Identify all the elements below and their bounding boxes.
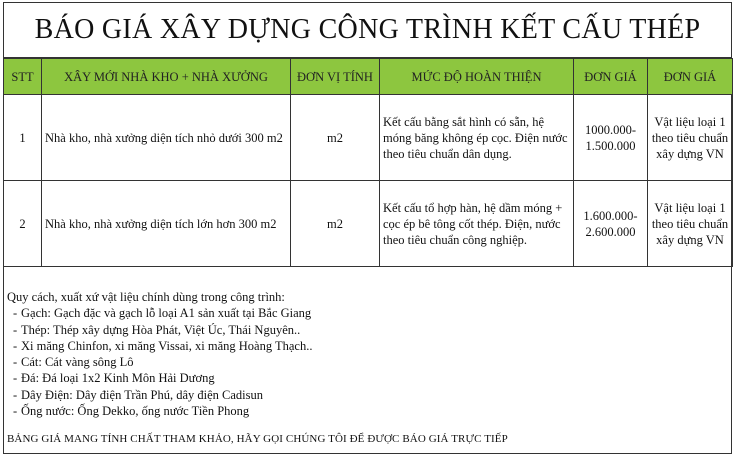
row-unit: m2 <box>291 95 380 181</box>
price-sheet <box>3 2 732 454</box>
list-item <box>7 387 731 403</box>
header-stt: STT <box>4 59 42 95</box>
row-finish: Kết cấu tổ hợp hàn, hệ dầm móng + cọc ép bê tông cốt thép. Điện, nước theo tiêu chuẩn công nghiệp. <box>380 181 574 267</box>
dash-marker: - <box>13 371 18 386</box>
list-item <box>7 370 731 386</box>
materials-intro: Quy cách, xuất xứ vật liệu chính dùng trong công trình: <box>7 290 285 304</box>
list-item <box>7 338 731 354</box>
list-item <box>7 354 731 370</box>
material-text: Thép: Thép xây dựng Hòa Phát, Việt Úc, Thái Nguyên.. <box>21 322 301 337</box>
dash-marker: - <box>13 355 18 370</box>
header-price-note: ĐƠN GIÁ <box>648 59 733 95</box>
row-name: Nhà kho, nhà xưởng diện tích nhỏ dưới 300 m2 <box>42 95 291 181</box>
list-item <box>7 403 731 419</box>
table-header-row <box>4 59 733 95</box>
page-title: BÁO GIÁ XÂY DỰNG CÔNG TRÌNH KẾT CẤU THÉP <box>4 3 731 58</box>
header-unit: ĐƠN VỊ TÍNH <box>291 59 380 95</box>
material-text: Xi măng Chinfon, xi măng Vissai, xi măng Hoàng Thạch.. <box>21 338 313 353</box>
row-unit: m2 <box>291 181 380 267</box>
dash-marker: - <box>13 338 18 353</box>
row-price: 1.600.000-2.600.000 <box>574 181 648 267</box>
header-finish: MỨC ĐỘ HOÀN THIỆN <box>380 59 574 95</box>
row-finish: Kết cấu bằng sắt hình có sẵn, hệ móng băng không ép cọc. Điện nước theo tiêu chuẩn dân dụng. <box>380 95 574 181</box>
price-table <box>3 58 733 267</box>
price-table-wrap <box>3 58 731 267</box>
footer-disclaimer: BẢNG GIÁ MANG TÍNH CHẤT THAM KHẢO, HÃY GỌI CHÚNG TÔI ĐỂ ĐƯỢC BÁO GIÁ TRỰC TIẾP <box>7 433 508 446</box>
list-item <box>7 322 731 338</box>
row-price: 1000.000-1.500.000 <box>574 95 648 181</box>
header-price: ĐƠN GIÁ <box>574 59 648 95</box>
row-note: Vật liệu loại 1 theo tiêu chuẩn xây dựng VN <box>648 95 733 181</box>
material-text: Gạch: Gạch đặc và gạch lỗ loại A1 sản xuất tại Bắc Giang <box>21 306 312 321</box>
material-text: Cát: Cát vàng sông Lô <box>21 355 134 370</box>
material-text: Ống nước: Ống Dekko, ống nước Tiền Phong <box>21 404 250 419</box>
row-stt: 2 <box>4 181 42 267</box>
row-name: Nhà kho, nhà xưởng diện tích lớn hơn 300 m2 <box>42 181 291 267</box>
dash-marker: - <box>13 306 18 321</box>
materials-notes <box>4 267 731 419</box>
row-stt: 1 <box>4 95 42 181</box>
dash-marker: - <box>13 387 18 402</box>
header-item: XÂY MỚI NHÀ KHO + NHÀ XƯỞNG <box>42 59 291 95</box>
table-row <box>4 181 733 267</box>
material-text: Dây Điện: Dây điện Trần Phú, dây điện Cadisun <box>21 387 263 402</box>
list-item <box>7 305 731 321</box>
dash-marker: - <box>13 322 18 337</box>
row-note: Vật liệu loại 1 theo tiêu chuẩn xây dựng VN <box>648 181 733 267</box>
table-row <box>4 95 733 181</box>
material-text: Đá: Đá loại 1x2 Kinh Môn Hải Dương <box>21 371 215 386</box>
materials-list <box>7 305 731 419</box>
dash-marker: - <box>13 404 18 419</box>
